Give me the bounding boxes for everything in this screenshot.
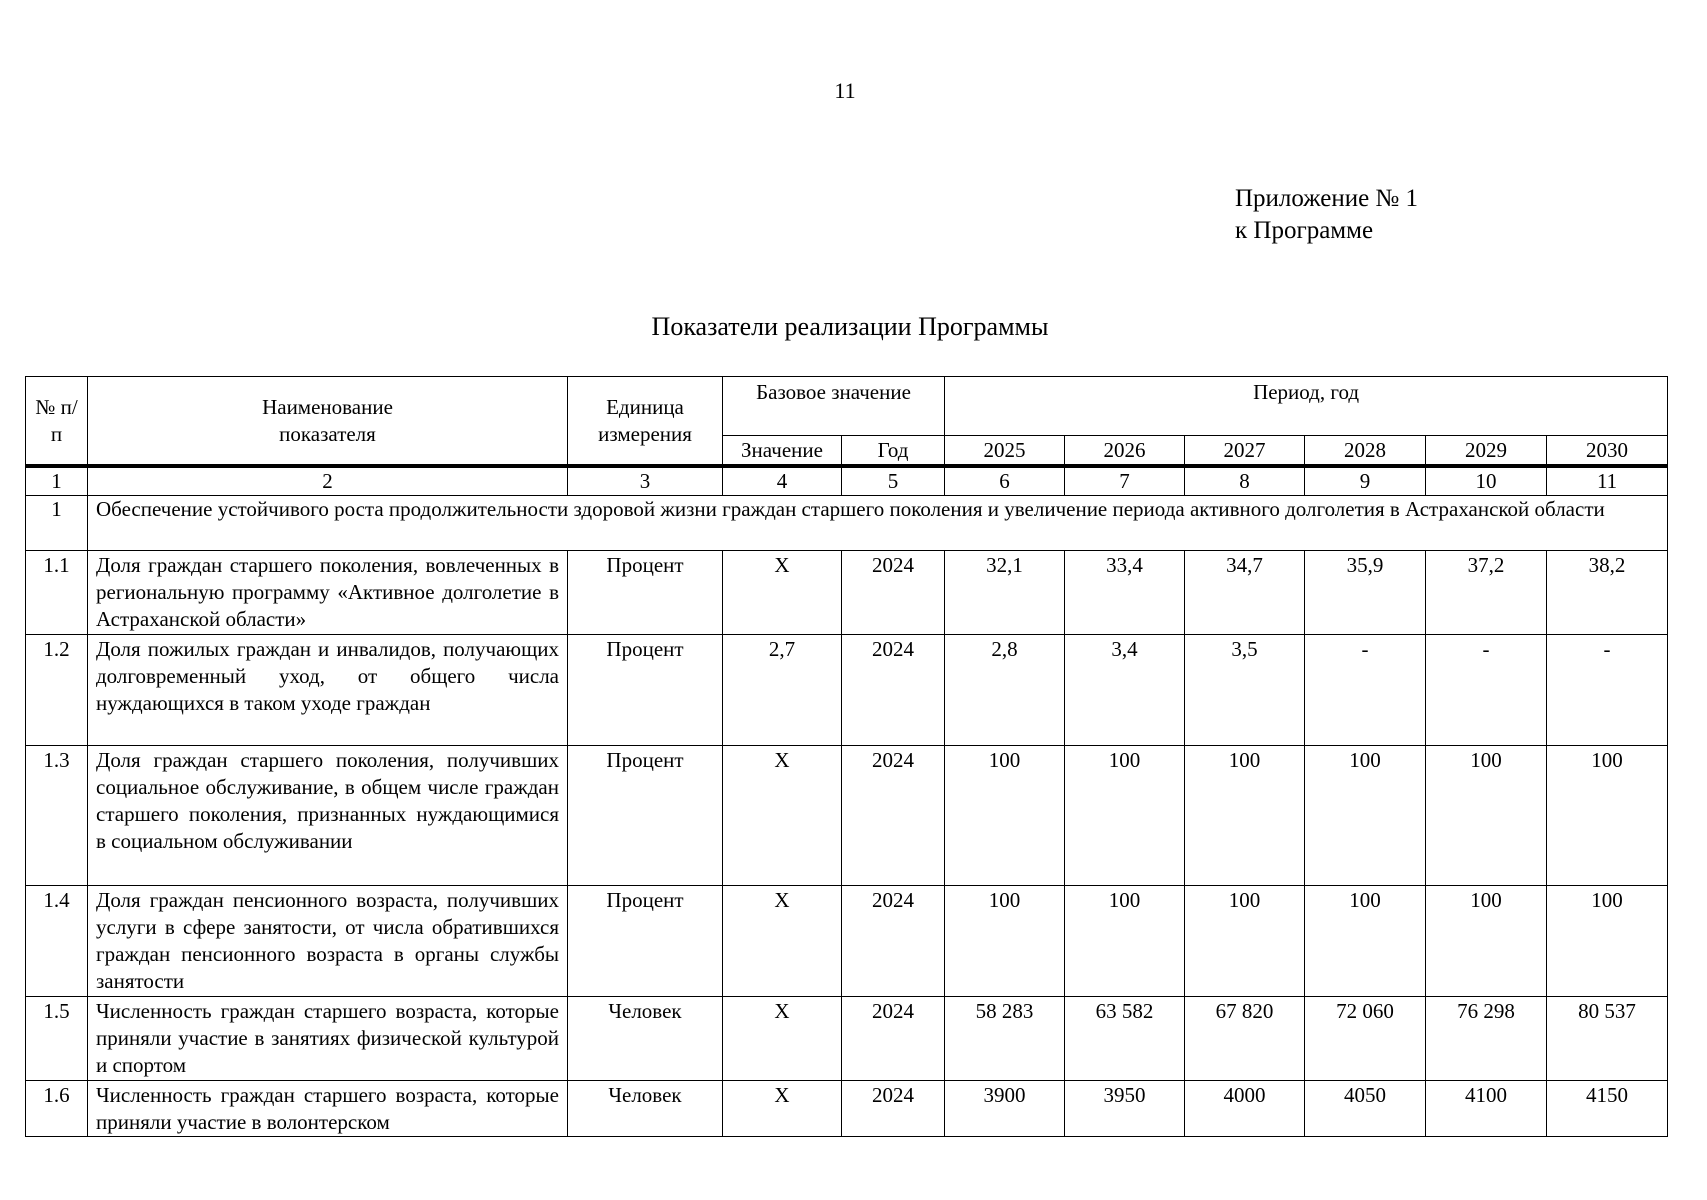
- appendix-note: [1235, 183, 1418, 247]
- row-value: 100: [1547, 746, 1668, 886]
- column-number: 10: [1426, 466, 1547, 496]
- row-value: 58 283: [945, 997, 1065, 1081]
- row-value: 4000: [1185, 1081, 1305, 1137]
- column-number: 9: [1305, 466, 1426, 496]
- row-value: 100: [1065, 746, 1185, 886]
- row-value: 34,7: [1185, 551, 1305, 635]
- row-base-year: 2024: [842, 997, 945, 1081]
- header-num: № п/п: [26, 377, 88, 467]
- column-number: 8: [1185, 466, 1305, 496]
- row-value: 100: [1305, 746, 1426, 886]
- table-row: [26, 551, 1668, 635]
- header-year: 2027: [1185, 436, 1305, 467]
- column-number: 7: [1065, 466, 1185, 496]
- indicators-table: [25, 376, 1668, 1137]
- header-base: Базовое значение: [723, 377, 945, 436]
- column-number: 11: [1547, 466, 1668, 496]
- header-year: 2029: [1426, 436, 1547, 467]
- row-value: -: [1305, 635, 1426, 746]
- row-value: 67 820: [1185, 997, 1305, 1081]
- row-value: -: [1547, 635, 1668, 746]
- header-base-value: Значение: [723, 436, 842, 467]
- row-base-value: 2,7: [723, 635, 842, 746]
- column-number: 2: [88, 466, 568, 496]
- row-name: Доля граждан старшего поколения, вовлеченных в региональную программу «Активное долголетие в Астраханской области»: [88, 551, 568, 635]
- header-period: Период, год: [945, 377, 1668, 436]
- row-name: Численность граждан старшего возраста, которые приняли участие в занятиях физической культурой и спортом: [88, 997, 568, 1081]
- row-value: 3,4: [1065, 635, 1185, 746]
- table-row: [26, 1081, 1668, 1137]
- header-unit: Единица измерения: [568, 377, 723, 467]
- section-title: Обеспечение устойчивого роста продолжительности здоровой жизни граждан старшего поколения и увеличение периода активного долголетия в Астраханской области: [88, 496, 1668, 551]
- row-value: 100: [1426, 746, 1547, 886]
- header-year: 2026: [1065, 436, 1185, 467]
- row-unit: Человек: [568, 997, 723, 1081]
- row-unit: Процент: [568, 886, 723, 997]
- row-num: 1.2: [26, 635, 88, 746]
- table-row: [26, 886, 1668, 997]
- row-value: 100: [1185, 886, 1305, 997]
- row-base-year: 2024: [842, 1081, 945, 1137]
- appendix-line-2: к Программе: [1235, 217, 1374, 244]
- row-name: Доля граждан старшего поколения, получивших социальное обслуживание, в общем числе граждан старшего поколения, признанных нуждающимися в социальном обслуживании: [88, 746, 568, 886]
- row-unit: Процент: [568, 551, 723, 635]
- section-num: 1: [26, 496, 88, 551]
- row-value: 4150: [1547, 1081, 1668, 1137]
- row-num: 1.6: [26, 1081, 88, 1137]
- table-row: [26, 635, 1668, 746]
- row-num: 1.1: [26, 551, 88, 635]
- table-row: [26, 997, 1668, 1081]
- row-value: 38,2: [1547, 551, 1668, 635]
- row-value: 100: [1065, 886, 1185, 997]
- row-base-value: Х: [723, 1081, 842, 1137]
- row-value: 35,9: [1305, 551, 1426, 635]
- row-base-value: Х: [723, 886, 842, 997]
- row-value: 100: [945, 886, 1065, 997]
- row-value: 3,5: [1185, 635, 1305, 746]
- row-name: Доля пожилых граждан и инвалидов, получающих долговременный уход, от общего числа нуждающихся в таком уходе граждан: [88, 635, 568, 746]
- row-value: 3900: [945, 1081, 1065, 1137]
- table-row: [26, 746, 1668, 886]
- row-num: 1.5: [26, 997, 88, 1081]
- row-unit: Процент: [568, 635, 723, 746]
- section-row: [26, 496, 1668, 551]
- row-unit: Человек: [568, 1081, 723, 1137]
- row-value: 3950: [1065, 1081, 1185, 1137]
- row-unit: Процент: [568, 746, 723, 886]
- row-value: 4100: [1426, 1081, 1547, 1137]
- header-name: Наименование показателя: [88, 377, 568, 467]
- row-value: 4050: [1305, 1081, 1426, 1137]
- row-base-year: 2024: [842, 551, 945, 635]
- row-value: 37,2: [1426, 551, 1547, 635]
- row-value: 33,4: [1065, 551, 1185, 635]
- column-number: 4: [723, 466, 842, 496]
- row-num: 1.3: [26, 746, 88, 886]
- row-base-value: Х: [723, 746, 842, 886]
- row-value: 2,8: [945, 635, 1065, 746]
- column-number-row: [26, 466, 1668, 496]
- row-value: 100: [1547, 886, 1668, 997]
- column-number: 5: [842, 466, 945, 496]
- row-num: 1.4: [26, 886, 88, 997]
- row-name: Численность граждан старшего возраста, которые приняли участие в волонтерском: [88, 1081, 568, 1137]
- row-value: 63 582: [1065, 997, 1185, 1081]
- column-number: 1: [26, 466, 88, 496]
- row-value: 100: [945, 746, 1065, 886]
- page-number: 11: [834, 78, 856, 103]
- header-base-year: Год: [842, 436, 945, 467]
- row-base-value: Х: [723, 997, 842, 1081]
- row-value: 76 298: [1426, 997, 1547, 1081]
- row-base-year: 2024: [842, 746, 945, 886]
- row-base-year: 2024: [842, 635, 945, 746]
- header-year: 2028: [1305, 436, 1426, 467]
- row-value: 72 060: [1305, 997, 1426, 1081]
- row-base-year: 2024: [842, 886, 945, 997]
- row-value: 100: [1185, 746, 1305, 886]
- row-value: -: [1426, 635, 1547, 746]
- column-number: 6: [945, 466, 1065, 496]
- row-value: 100: [1305, 886, 1426, 997]
- row-base-value: Х: [723, 551, 842, 635]
- header-year: 2030: [1547, 436, 1668, 467]
- appendix-line-1: Приложение № 1: [1235, 185, 1419, 212]
- row-name: Доля граждан пенсионного возраста, получивших услуги в сфере занятости, от числа обратившихся граждан пенсионного возраста в органы службы занятости: [88, 886, 568, 997]
- document-title: Показатели реализации Программы: [651, 312, 1049, 341]
- row-value: 100: [1426, 886, 1547, 997]
- column-number: 3: [568, 466, 723, 496]
- row-value: 32,1: [945, 551, 1065, 635]
- row-value: 80 537: [1547, 997, 1668, 1081]
- header-year: 2025: [945, 436, 1065, 467]
- header-row-1: [26, 377, 1668, 436]
